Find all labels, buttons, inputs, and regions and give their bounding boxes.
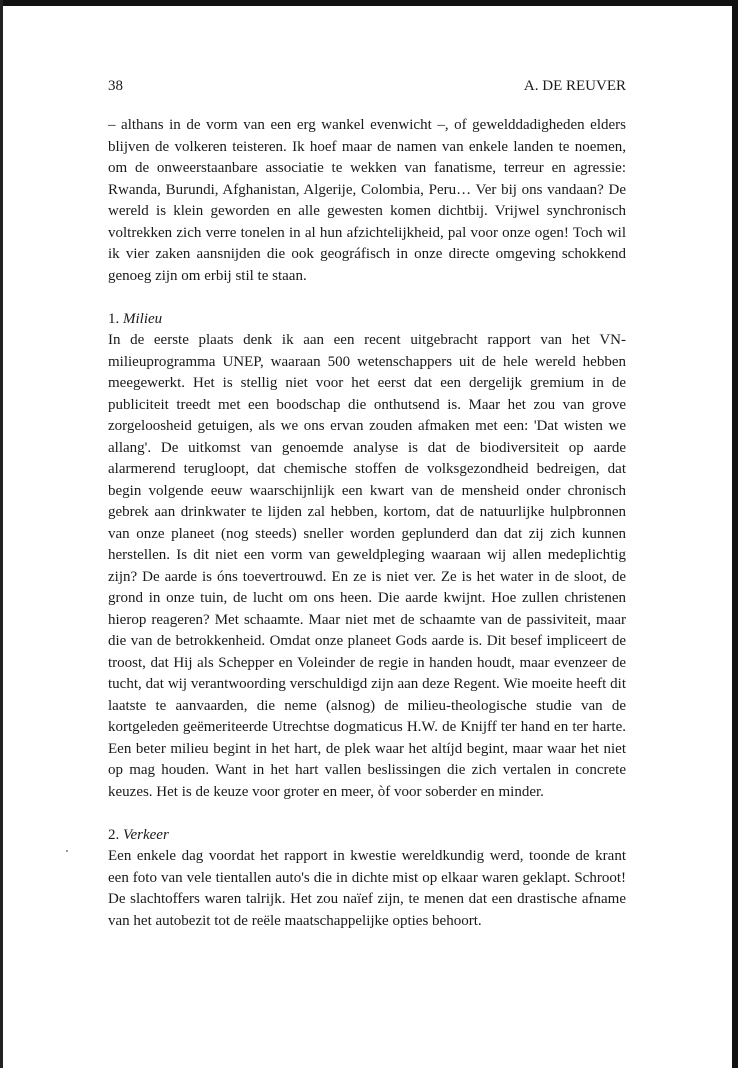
running-head: [108, 78, 626, 100]
paragraph-verkeer: Een enkele dag voordat het rapport in kwestie wereldkundig werd, toonde de krant een foto van vele tientallen auto's die in dichte mist op elkaar waren geklapt. Schroot! De slachtoffers waren talrijk. Het zou naïef zijn, te menen dat een drastische afname van het autobezit tot de reële maatschappelijke opties behoort.: [108, 848, 626, 929]
section-title: Verkeer: [123, 826, 169, 843]
paragraph-milieu: In de eerste plaats denk ik aan een recent uitgebracht rapport van het VN-milieuprogramma UNEP, waaraan 500 wetenschappers uit de hele wereld hebben meegewerkt. Het is stellig niet voor het eerst dat een dergelijk gremium in de publiciteit treedt met een boodschap die onthutsend is. Maar het zou van grove zorgeloosheid getuigen, als we ons ervan zouden afmaken met een: 'Dat wisten we allang'. De uitkomst van genoemde analyse is dat de biodiversiteit op aarde alarmerend terugloopt, dat chemische stoffen de volksgezondheid bedreigen, dat begin volgende eeuw waarschijnlijk een kwart van de mensheid onder chronisch gebrek aan drinkwater te lijden zal hebben, kortom, dat de natuurlijke hulpbronnen van onze planeet (nog steeds) sneller worden geplunderd dan dat zij zich kunnen herstellen. Is dit niet een vorm van geweldpleging waaraan wij allen medeplichtig zijn? De aarde is óns toevertrouwd. En ze is niet ver. Ze is het water in de sloot, de grond in onze tuin, de lucht om ons heen. Die aarde kwijnt. Hoe zullen christenen hierop reageren? Met schaamte. Maar niet met de schaamte van de passiviteit, maar die van de betrokkenheid. Omdat onze planeet Gods aarde is. Dit besef impliceert de troost, dat Hij als Schepper en Voleinder de regie in handen houdt, maar evenzeer de tucht, dat wij verantwoording verschuldigd zijn aan deze Regent. Wie moeite heeft dit laatste te aanvaarden, die neme (alsnog) de milieu-theologische studie van de kortgeleden geëmeriteerde Utrechtse dogmaticus H.W. de Knijff ter hand en ter harte. Een beter milieu begint in het hart, de plek waar het altíjd begint, maar waar het niet op mag houden. Want in het hart vallen beslissingen die zich vertalen in concrete keuzes. Het is de keuze voor groter en meer, òf voor soberder en minder.: [108, 332, 626, 800]
scan-edge-top: [0, 0, 738, 6]
section-number: 1.: [108, 310, 120, 327]
section-number: 2.: [108, 826, 120, 843]
section-heading-milieu: [108, 309, 626, 331]
section-title: Milieu: [123, 310, 163, 327]
running-head-author: A. DE REUVER: [523, 78, 626, 94]
scan-speck: [66, 850, 68, 852]
scan-edge-right: [732, 0, 738, 1068]
paragraph-intro: – althans in de vorm van een erg wankel evenwicht –, of gewelddadigheden elders blijven de volkeren teisteren. Ik hoef maar de namen van enkele landen te noemen, om de onweerstaanbare associatie te wekken van fanatisme, terreur en agressie: Rwanda, Burundi, Afghanistan, Algerije, Colombia, Peru… Ver bij ons vandaan? De wereld is klein geworden en alle gewesten komen dichtbij. Vrijwel synchronisch voltrekken zich verre tonelen in al hun afzichtelijkheid, pal voor onze ogen! Toch wil ik vier zaken aansnijden die ook geográfisch in onze directe omgeving schokkend genoeg zijn om erbij stil te staan.: [108, 117, 626, 284]
scan-edge-left: [0, 0, 3, 1068]
section-heading-verkeer: [108, 825, 626, 847]
page-number: 38: [108, 78, 123, 94]
body-text: [108, 115, 626, 932]
